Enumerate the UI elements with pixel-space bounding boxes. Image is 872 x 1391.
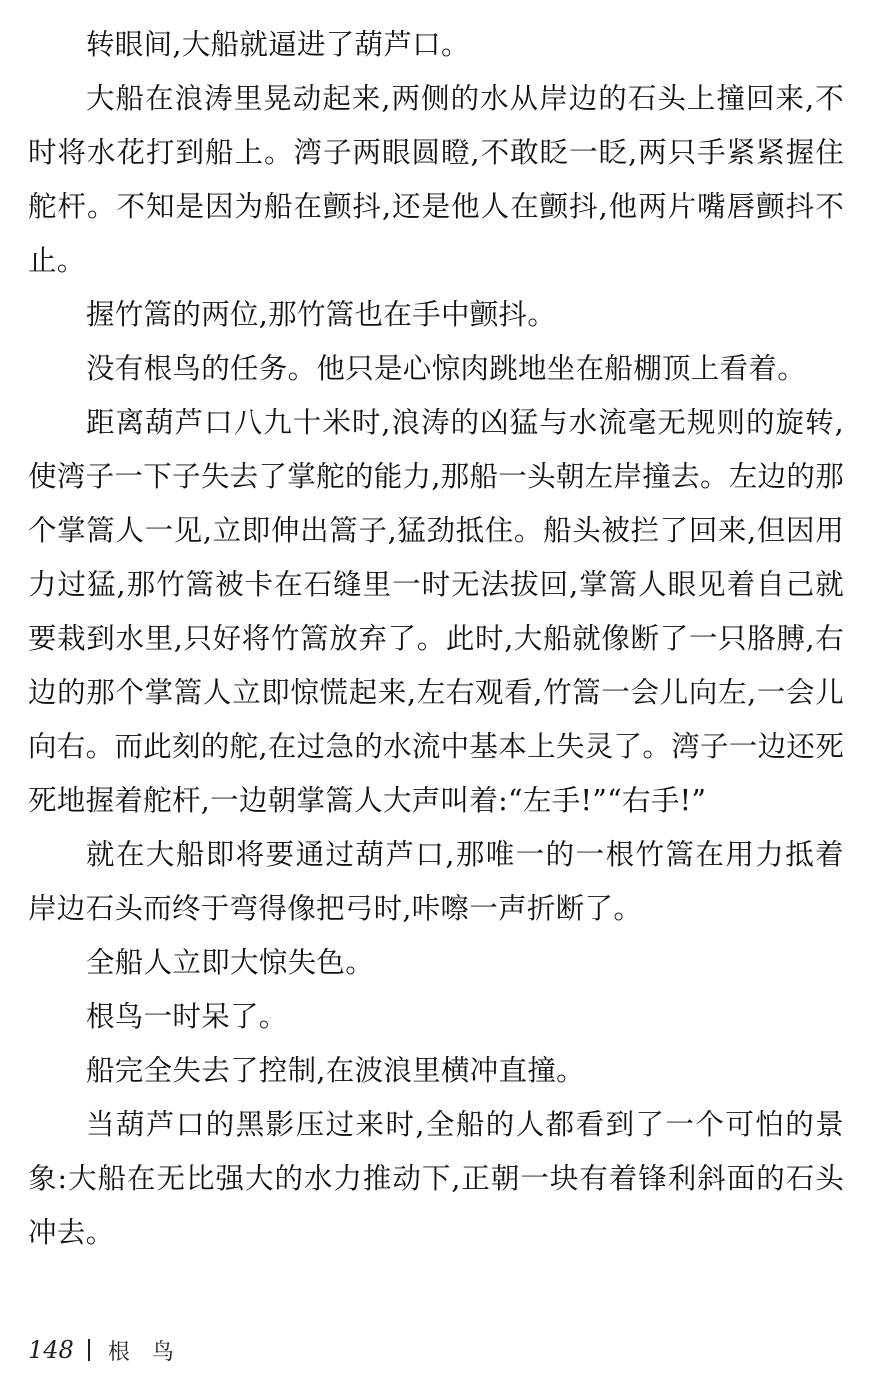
footer-divider xyxy=(88,1339,90,1361)
paragraph: 当葫芦口的黑影压过来时,全船的人都看到了一个可怕的景象:大船在无比强大的水力推动下,正朝一块有着锋利斜面的石头冲去。 xyxy=(28,1108,844,1249)
paragraph: 大船在浪涛里晃动起来,两侧的水从岸边的石头上撞回来,不时将水花打到船上。湾子两眼圆瞪,不敢眨一眨,两只手紧紧握住舵杆。不知是因为船在颤抖,还是他人在颤抖,他两片嘴唇颤抖不止。 xyxy=(28,82,844,277)
paragraph: 就在大船即将要通过葫芦口,那唯一的一根竹篙在用力抵着岸边石头而终于弯得像把弓时,咔嚓一声折断了。 xyxy=(28,838,844,925)
paragraph: 全船人立即大惊失色。 xyxy=(86,946,375,979)
paragraph: 转眼间,大船就逼进了葫芦口。 xyxy=(86,28,470,61)
paragraph: 根鸟一时呆了。 xyxy=(86,1000,288,1033)
page-number: 148 xyxy=(28,1336,74,1364)
page-body xyxy=(28,18,844,1260)
running-title: 根鸟 xyxy=(107,1339,196,1365)
paragraph: 握竹篙的两位,那竹篙也在手中颤抖。 xyxy=(86,298,557,331)
paragraph: 没有根鸟的任务。他只是心惊肉跳地坐在船棚顶上看着。 xyxy=(86,352,807,385)
page-footer xyxy=(28,1330,196,1370)
paragraph: 船完全失去了控制,在波浪里横冲直撞。 xyxy=(86,1054,585,1087)
paragraph: 距离葫芦口八九十米时,浪涛的凶猛与水流毫无规则的旋转,使湾子一下子失去了掌舵的能力,那船一头朝左岸撞去。左边的那个掌篙人一见,立即伸出篙子,猛劲抵住。船头被拦了回来,但因用力过猛,那竹篙被卡在石缝里一时无法拔回,掌篙人眼见着自己就要栽到水里,只好将竹篙放弃了。此时,大船就像断了一只胳膊,右边的那个掌篙人立即惊慌起来,左右观看,竹篙一会儿向左,一会儿向右。而此刻的舵,在过急的水流中基本上失灵了。湾子一边还死死地握着舵杆,一边朝掌篙人大声叫着:“左手!”“右手!” xyxy=(28,406,844,817)
